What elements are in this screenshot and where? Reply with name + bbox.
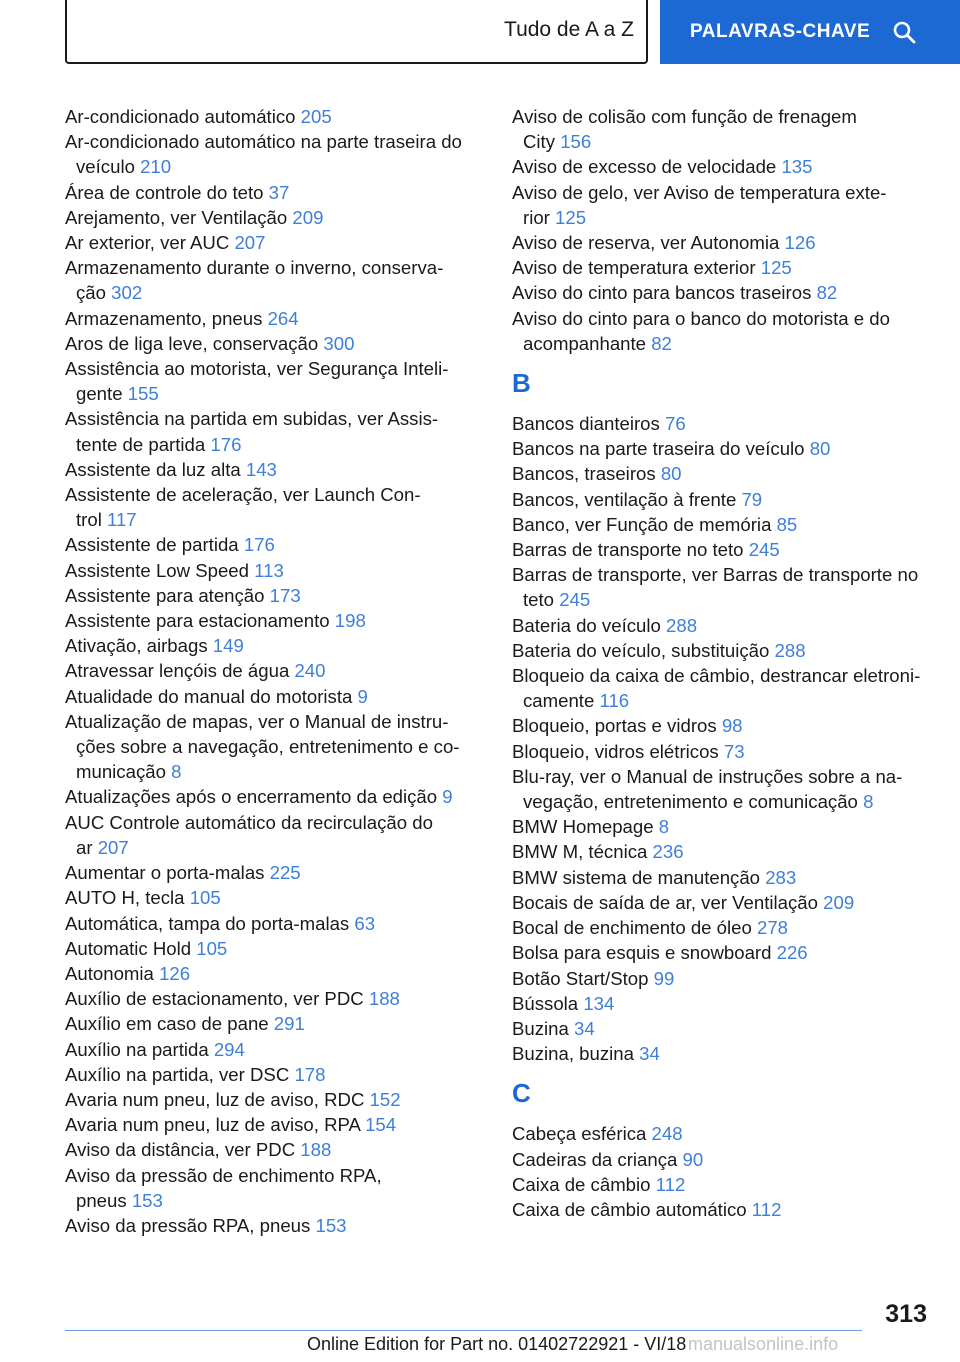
page-link[interactable]: 288 bbox=[666, 614, 698, 636]
page-link[interactable]: 210 bbox=[140, 156, 172, 178]
index-entry bbox=[512, 512, 932, 537]
index-entry-text: Armazenamento, pneus bbox=[65, 307, 268, 329]
index-entry-text: Bancos, ventilação à frente bbox=[512, 488, 742, 510]
page-link[interactable]: 37 bbox=[268, 181, 290, 203]
search-icon bbox=[892, 20, 916, 44]
page-link[interactable]: 294 bbox=[213, 1038, 245, 1060]
page-link[interactable]: 278 bbox=[757, 917, 789, 939]
index-entry-text: Auxílio em caso de pane bbox=[65, 1013, 274, 1035]
page-link[interactable]: 63 bbox=[354, 912, 376, 934]
page-link[interactable]: 9 bbox=[357, 685, 368, 707]
index-entry-text: Atualizações após o encerramento da edição bbox=[65, 786, 443, 808]
page-link[interactable]: 226 bbox=[776, 942, 808, 964]
index-entry bbox=[65, 558, 485, 583]
index-entry bbox=[512, 713, 932, 738]
index-entry-text: Aviso de colisão com função de frenagem bbox=[512, 106, 857, 127]
page-link[interactable]: 80 bbox=[809, 438, 831, 460]
index-entry-text: Assistente de aceleração, ver Launch Con- bbox=[65, 484, 421, 506]
page-link[interactable]: 153 bbox=[315, 1214, 347, 1236]
index-entry-text: Aviso do cinto para bancos traseiros bbox=[512, 282, 817, 304]
index-entry bbox=[65, 1087, 485, 1112]
footer-divider bbox=[65, 1330, 862, 1331]
index-entry bbox=[512, 280, 932, 305]
index-entry bbox=[65, 180, 485, 205]
index-entry bbox=[512, 638, 932, 663]
page-link[interactable]: 302 bbox=[111, 282, 143, 304]
index-entry-text: Aviso da pressão de enchimento RPA, bbox=[65, 1164, 382, 1186]
index-entry-text: Assistência ao motorista, ver Segurança Inteli- bbox=[65, 358, 449, 380]
index-entry-text: gente bbox=[76, 383, 128, 405]
index-entry-text: veículo bbox=[76, 156, 141, 178]
page-link[interactable]: 112 bbox=[751, 1198, 782, 1220]
index-entry-text: Avaria num pneu, luz de aviso, RDC bbox=[65, 1088, 370, 1110]
index-entry-text: Aviso de reserva, ver Autonomia bbox=[512, 232, 785, 254]
index-entry bbox=[65, 1011, 485, 1036]
page-link[interactable]: 134 bbox=[583, 992, 615, 1014]
index-entry-text: municação bbox=[76, 761, 172, 783]
index-entry bbox=[512, 487, 932, 512]
index-entry-text: Ativação, airbags bbox=[65, 635, 213, 657]
page-link[interactable]: 153 bbox=[131, 1189, 163, 1211]
footer-watermark: manualsonline.info bbox=[688, 1334, 839, 1354]
page-link[interactable]: 8 bbox=[863, 791, 874, 813]
index-entry bbox=[512, 461, 932, 486]
index-entry bbox=[65, 658, 485, 683]
page-link[interactable]: 8 bbox=[658, 816, 670, 838]
index-entry bbox=[512, 814, 932, 839]
page-link[interactable]: 236 bbox=[652, 841, 684, 863]
page-link[interactable]: 291 bbox=[273, 1013, 305, 1035]
index-entry-text: Aviso do cinto para o banco do motorista e do bbox=[512, 307, 890, 329]
index-entry-text: trol bbox=[76, 509, 107, 531]
index-entry bbox=[512, 663, 932, 713]
top-navigation bbox=[0, 0, 960, 68]
index-entry bbox=[512, 436, 932, 461]
index-entry-text: Barras de transporte no teto bbox=[512, 539, 749, 561]
index-column-right bbox=[512, 104, 932, 1222]
index-entry-text: ção bbox=[76, 282, 112, 304]
page-link[interactable]: 8 bbox=[171, 761, 182, 783]
page-link[interactable]: 125 bbox=[555, 206, 587, 228]
index-column-left bbox=[65, 104, 485, 1238]
index-entry bbox=[512, 255, 932, 280]
index-entry bbox=[512, 865, 932, 890]
index-entry bbox=[65, 583, 485, 608]
index-entry bbox=[512, 739, 932, 764]
page-link[interactable]: 9 bbox=[442, 786, 453, 808]
index-entry bbox=[65, 532, 485, 557]
index-entry-text: Atualização de mapas, ver o Manual de instru- bbox=[65, 710, 449, 732]
page-link[interactable]: 80 bbox=[660, 463, 682, 485]
index-entry-text: Auxílio na partida, ver DSC bbox=[65, 1063, 295, 1085]
footer-edition-text: Online Edition for Part no. 01402722921 - VI/18 bbox=[307, 1334, 687, 1354]
page-link[interactable]: 155 bbox=[127, 383, 159, 405]
index-entry-text: Área de controle do teto bbox=[65, 181, 269, 203]
index-entry-text: Bloqueio, vidros elétricos bbox=[512, 740, 724, 762]
index-entry bbox=[65, 482, 485, 532]
page-link[interactable]: 82 bbox=[816, 282, 838, 304]
page-link[interactable]: 113 bbox=[254, 559, 284, 581]
index-entry bbox=[512, 991, 932, 1016]
index-entry-text: Botão Start/Stop bbox=[512, 967, 654, 989]
index-entry-text: Ar exterior, ver AUC bbox=[65, 232, 235, 254]
index-entry bbox=[512, 1041, 932, 1066]
index-entry-text: ar bbox=[76, 836, 98, 858]
page-link[interactable]: 283 bbox=[765, 866, 797, 888]
index-entry bbox=[512, 1016, 932, 1041]
index-entry-text: Aviso de gelo, ver Aviso de temperatura exte- bbox=[512, 181, 887, 203]
page-link[interactable]: 126 bbox=[159, 962, 191, 984]
index-entry bbox=[65, 104, 485, 129]
page-link[interactable]: 98 bbox=[721, 715, 743, 737]
index-entry-text: camente bbox=[523, 690, 600, 712]
page-link[interactable]: 34 bbox=[574, 1017, 595, 1039]
index-entry bbox=[512, 154, 932, 179]
index-entry bbox=[65, 936, 485, 961]
page-link[interactable]: 300 bbox=[323, 332, 355, 354]
index-entry-text: Aviso da distância, ver PDC bbox=[65, 1139, 301, 1161]
page-link[interactable]: 176 bbox=[243, 534, 275, 556]
index-entry bbox=[512, 839, 932, 864]
index-entry-text: Avaria num pneu, luz de aviso, RPA bbox=[65, 1114, 366, 1136]
page-link[interactable]: 73 bbox=[723, 740, 745, 762]
index-entry bbox=[65, 306, 485, 331]
index-entry-text: Assistente para atenção bbox=[65, 584, 270, 606]
index-entry-text: Aumentar o porta-malas bbox=[65, 862, 270, 884]
page-link[interactable]: 79 bbox=[741, 488, 763, 510]
index-entry-text: Assistência na partida em subidas, ver Assis- bbox=[65, 408, 439, 430]
index-entry bbox=[65, 784, 485, 809]
page-link[interactable]: 240 bbox=[294, 660, 326, 682]
index-entry-text: rior bbox=[523, 206, 556, 228]
index-entry bbox=[65, 1037, 485, 1062]
tab-a-to-z-label: Tudo de A a Z bbox=[504, 18, 634, 41]
page-link[interactable]: 82 bbox=[651, 332, 672, 354]
index-entry bbox=[512, 537, 932, 562]
index-entry-text: pneus bbox=[76, 1189, 132, 1211]
index-entry-text: Buzina, buzina bbox=[512, 1043, 640, 1065]
page-link[interactable]: 248 bbox=[651, 1123, 683, 1145]
index-entry-text: Assistente para estacionamento bbox=[65, 610, 335, 632]
index-entry bbox=[65, 129, 485, 179]
index-entry bbox=[65, 810, 485, 860]
index-entry-text: Atravessar lençóis de água bbox=[65, 660, 295, 682]
page-link[interactable]: 188 bbox=[368, 988, 400, 1010]
page-link[interactable]: 154 bbox=[365, 1114, 397, 1136]
index-entry-text: AUC Controle automático da recirculação do bbox=[65, 811, 433, 833]
index-entry bbox=[65, 709, 485, 785]
index-entry bbox=[65, 406, 485, 456]
page-link[interactable]: 205 bbox=[300, 106, 332, 127]
page-link[interactable]: 105 bbox=[189, 887, 221, 909]
index-entry-text: Cabeça esférica bbox=[512, 1123, 652, 1145]
index-entry bbox=[65, 1112, 485, 1137]
index-entry-text: Automatic Hold bbox=[65, 937, 197, 959]
page-link[interactable]: 178 bbox=[294, 1063, 326, 1085]
index-entry bbox=[65, 986, 485, 1011]
index-entry bbox=[512, 613, 932, 638]
tab-keywords[interactable] bbox=[660, 0, 960, 64]
index-entry-text: Assistente Low Speed bbox=[65, 559, 255, 581]
index-entry-text: Bateria do veículo bbox=[512, 614, 667, 636]
index-entry bbox=[65, 911, 485, 936]
index-entry bbox=[65, 961, 485, 986]
index-entry-text: Aviso de excesso de velocidade bbox=[512, 156, 782, 178]
page-link[interactable]: 34 bbox=[639, 1043, 660, 1065]
index-entry bbox=[65, 457, 485, 482]
index-entry-text: AUTO H, tecla bbox=[65, 887, 190, 909]
index-entry bbox=[512, 1147, 932, 1172]
index-entry-text: Bocais de saída de ar, ver Ventilação bbox=[512, 891, 824, 913]
index-entry bbox=[65, 230, 485, 255]
index-entry-text: Aviso da pressão RPA, pneus bbox=[65, 1214, 316, 1236]
index-entry bbox=[65, 1062, 485, 1087]
index-entry-text: Bocal de enchimento de óleo bbox=[512, 917, 757, 939]
page-link[interactable]: 149 bbox=[212, 635, 244, 657]
index-entry-text: Bloqueio da caixa de câmbio, destrancar eletroni- bbox=[512, 665, 921, 687]
index-entry-text: Bancos na parte traseira do veículo bbox=[512, 438, 810, 460]
index-entry bbox=[65, 684, 485, 709]
page-number: 313 bbox=[885, 1300, 927, 1328]
page-link[interactable]: 90 bbox=[682, 1148, 704, 1170]
page-link[interactable]: 117 bbox=[107, 509, 137, 531]
index-entry-text: Auxílio na partida bbox=[65, 1038, 214, 1060]
index-entry-text: Auxílio de estacionamento, ver PDC bbox=[65, 988, 369, 1010]
page-link[interactable]: 76 bbox=[664, 413, 686, 435]
index-entry bbox=[65, 356, 485, 406]
index-entry bbox=[512, 1197, 932, 1222]
page-link[interactable]: 207 bbox=[97, 836, 129, 858]
page-link[interactable]: 225 bbox=[269, 862, 301, 884]
index-entry-text: Caixa de câmbio bbox=[512, 1173, 656, 1195]
index-entry-text: Bolsa para esquis e snowboard bbox=[512, 942, 777, 964]
index-entry bbox=[512, 915, 932, 940]
index-entry-text: teto bbox=[523, 589, 560, 611]
index-entry bbox=[65, 1213, 485, 1238]
tab-a-to-z[interactable] bbox=[65, 0, 648, 64]
index-entry-text: BMW M, técnica bbox=[512, 841, 653, 863]
page-link[interactable]: 152 bbox=[369, 1088, 401, 1110]
page-link[interactable]: 85 bbox=[776, 513, 798, 535]
index-entry bbox=[65, 1137, 485, 1162]
index-entry-text: Assistente de partida bbox=[65, 534, 244, 556]
index-entry bbox=[512, 1172, 932, 1197]
index-entry bbox=[65, 885, 485, 910]
page-link[interactable]: 125 bbox=[760, 257, 792, 279]
page-link[interactable]: 99 bbox=[653, 967, 675, 989]
page-link[interactable]: 245 bbox=[559, 589, 591, 611]
index-entry bbox=[65, 1163, 485, 1213]
index-entry-text: BMW sistema de manutenção bbox=[512, 866, 766, 888]
index-entry bbox=[512, 966, 932, 991]
index-entry bbox=[65, 608, 485, 633]
index-entry-text: Arejamento, ver Ventilação bbox=[65, 206, 293, 228]
index-entry-text: Barras de transporte, ver Barras de transporte no bbox=[512, 564, 919, 586]
index-entry-text: Buzina bbox=[512, 1017, 575, 1039]
page-link[interactable]: 264 bbox=[267, 307, 299, 329]
page-link[interactable]: 116 bbox=[599, 690, 630, 712]
index-entry bbox=[512, 1121, 932, 1146]
index-entry-text: City bbox=[523, 131, 561, 153]
index-entry-text: tente de partida bbox=[76, 433, 211, 455]
page-link[interactable]: 135 bbox=[781, 156, 813, 178]
page-link[interactable]: 156 bbox=[560, 131, 592, 153]
page-link[interactable]: 112 bbox=[655, 1173, 686, 1195]
page-link[interactable]: 143 bbox=[245, 458, 277, 480]
page-link[interactable]: 173 bbox=[269, 584, 301, 606]
index-entry-text: Cadeiras da criança bbox=[512, 1148, 683, 1170]
index-entry-text: BMW Homepage bbox=[512, 816, 659, 838]
index-entry bbox=[65, 205, 485, 230]
page-link[interactable]: 207 bbox=[234, 232, 266, 254]
index-entry-text: Atualidade do manual do motorista bbox=[65, 685, 358, 707]
index-entry bbox=[512, 940, 932, 965]
index-entry bbox=[512, 411, 932, 436]
index-entry-text: Ar-condicionado automático na parte traseira do bbox=[65, 131, 462, 153]
index-entry bbox=[65, 633, 485, 658]
section-letter: B bbox=[512, 368, 531, 399]
index-entry-text: Automática, tampa do porta-malas bbox=[65, 912, 355, 934]
index-entry bbox=[65, 860, 485, 885]
index-entry-text: Aros de liga leve, conservação bbox=[65, 332, 324, 354]
page-link[interactable]: 105 bbox=[196, 937, 228, 959]
page-link[interactable]: 126 bbox=[784, 232, 816, 254]
index-entry-text: Aviso de temperatura exterior bbox=[512, 257, 761, 279]
index-entry bbox=[512, 562, 932, 612]
index-entry-text: Caixa de câmbio automático bbox=[512, 1198, 752, 1220]
index-entry-text: Banco, ver Função de memória bbox=[512, 513, 777, 535]
index-entry bbox=[512, 104, 932, 154]
index-entry-text: Bancos, traseiros bbox=[512, 463, 661, 485]
page-link[interactable]: 176 bbox=[210, 433, 242, 455]
index-entry bbox=[512, 306, 932, 356]
page-link[interactable]: 188 bbox=[300, 1139, 332, 1161]
index-entry bbox=[65, 331, 485, 356]
index-entry-text: Armazenamento durante o inverno, conserva- bbox=[65, 257, 444, 279]
index-entry-text: Ar-condicionado automático bbox=[65, 106, 301, 127]
index-entry bbox=[65, 255, 485, 305]
index-entry bbox=[512, 764, 932, 814]
index-entry-text: Autonomia bbox=[65, 962, 160, 984]
index-entry-text: Bateria do veículo, substituição bbox=[512, 639, 775, 661]
index-entry bbox=[512, 890, 932, 915]
index-entry bbox=[512, 230, 932, 255]
page-link[interactable]: 288 bbox=[774, 639, 806, 661]
page-link[interactable]: 245 bbox=[748, 539, 780, 561]
index-entry-text: Bússola bbox=[512, 992, 584, 1014]
index-entry-text: ções sobre a navegação, entretenimento e co- bbox=[76, 736, 460, 758]
index-entry-text: Bloqueio, portas e vidros bbox=[512, 715, 722, 737]
index-entry-text: Assistente da luz alta bbox=[65, 458, 246, 480]
index-entry-text: Blu-ray, ver o Manual de instruções sobre a na- bbox=[512, 765, 903, 787]
index-entry-text: vegação, entretenimento e comunicação bbox=[523, 791, 864, 813]
index-entry-text: Bancos dianteiros bbox=[512, 413, 665, 435]
page-link[interactable]: 209 bbox=[823, 891, 855, 913]
page-link[interactable]: 198 bbox=[334, 610, 366, 632]
section-letter: C bbox=[512, 1078, 531, 1109]
index-entry-text: acompanhante bbox=[523, 332, 652, 354]
index-entry bbox=[512, 180, 932, 230]
tab-keywords-label: PALAVRAS-CHAVE bbox=[690, 21, 871, 42]
page-link[interactable]: 209 bbox=[292, 206, 324, 228]
